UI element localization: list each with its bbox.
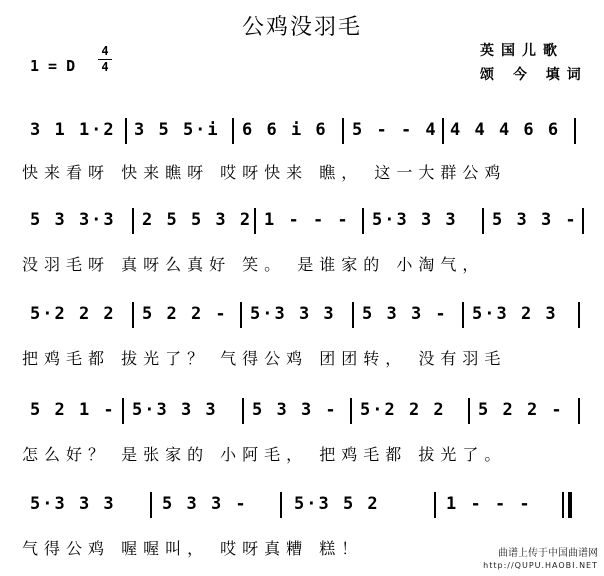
measure: 6 6 i 6 [242, 120, 328, 140]
final-barline-thin [562, 492, 564, 518]
measure: 5 3 3 - [492, 210, 578, 230]
watermark-text: 曲谱上传于中国曲谱网 [498, 548, 598, 559]
time-signature-bottom: 4 [101, 60, 109, 74]
time-signature [98, 45, 112, 74]
barline [362, 208, 364, 234]
barline [122, 398, 124, 424]
barline [482, 208, 484, 234]
barline [132, 208, 134, 234]
barline [240, 302, 242, 328]
time-signature-top: 4 [101, 44, 109, 58]
measure: 5 2 2 - [142, 304, 228, 324]
measure: 5 3 3 - [362, 304, 448, 324]
barline [232, 118, 234, 144]
barline [352, 302, 354, 328]
barline [442, 118, 444, 144]
lyric-line-4: 怎么好？ 是张家的 小阿毛， 把鸡毛都 拔光了。 [22, 445, 507, 464]
measure: 5·3 3 3 [250, 304, 336, 324]
measure: 5·3 3 3 [30, 494, 116, 514]
measure: 5 2 2 - [478, 400, 564, 420]
barline [434, 492, 436, 518]
key-signature: 1 = D [30, 57, 76, 75]
measure: 5·2 2 2 [360, 400, 446, 420]
song-title: 公鸡没羽毛 [241, 15, 362, 40]
barline [350, 398, 352, 424]
measure: 5·3 3 3 [372, 210, 458, 230]
barline [468, 398, 470, 424]
score-row-2 [22, 206, 592, 238]
score-row-3 [22, 300, 592, 332]
measure: 4 4 4 6 6 [450, 120, 561, 140]
lyric-line-3: 把鸡毛都 拔光了？ 气得公鸡 团团转， 没有羽毛 [22, 349, 507, 368]
measure: 5·3 5 2 [294, 494, 380, 514]
lyric-line-2: 没羽毛呀 真呀么真好 笑。 是谁家的 小淘气， [22, 255, 485, 274]
barline [242, 398, 244, 424]
measure: 5 3 3 - [252, 400, 338, 420]
score-row-5 [22, 490, 592, 522]
barline [578, 302, 580, 328]
barline [254, 208, 256, 234]
final-barline-thick [568, 492, 572, 518]
score-row-1 [22, 116, 592, 148]
barline [280, 492, 282, 518]
origin-credit: 英国儿歌 [480, 43, 564, 59]
measure: 3 1 1·2 [30, 120, 116, 140]
barline [578, 398, 580, 424]
measure: 5 3 3·3 [30, 210, 116, 230]
measure: 5 2 1 - [30, 400, 116, 420]
barline [574, 118, 576, 144]
measure: 3 5 5·i [134, 120, 220, 140]
measure: 5·3 3 3 [132, 400, 218, 420]
barline [462, 302, 464, 328]
measure: 1 - - - [446, 494, 532, 514]
lyric-line-1: 快来看呀 快来瞧呀 哎呀快来 瞧， 这一大群公鸡 [22, 163, 507, 182]
barline [132, 302, 134, 328]
lyric-line-5: 气得公鸡 喔喔叫， 哎呀真糟 糕！ [22, 539, 364, 558]
site-watermark [483, 548, 598, 572]
barline [150, 492, 152, 518]
barline [342, 118, 344, 144]
measure: 5·3 2 3 [472, 304, 558, 324]
measure: 5·2 2 2 [30, 304, 116, 324]
barline [582, 208, 584, 234]
measure: 5 3 3 - [162, 494, 248, 514]
measure: 1 - - - [264, 210, 350, 230]
barline [125, 118, 127, 144]
measure: 5 - - 4 [352, 120, 438, 140]
lyricist-credit: 颂 今 填词 [480, 67, 588, 83]
score-row-4 [22, 396, 592, 428]
watermark-url: http://QUPU.HAOBI.NET [483, 561, 598, 570]
measure: 2 5 5 3 2 [142, 210, 253, 230]
